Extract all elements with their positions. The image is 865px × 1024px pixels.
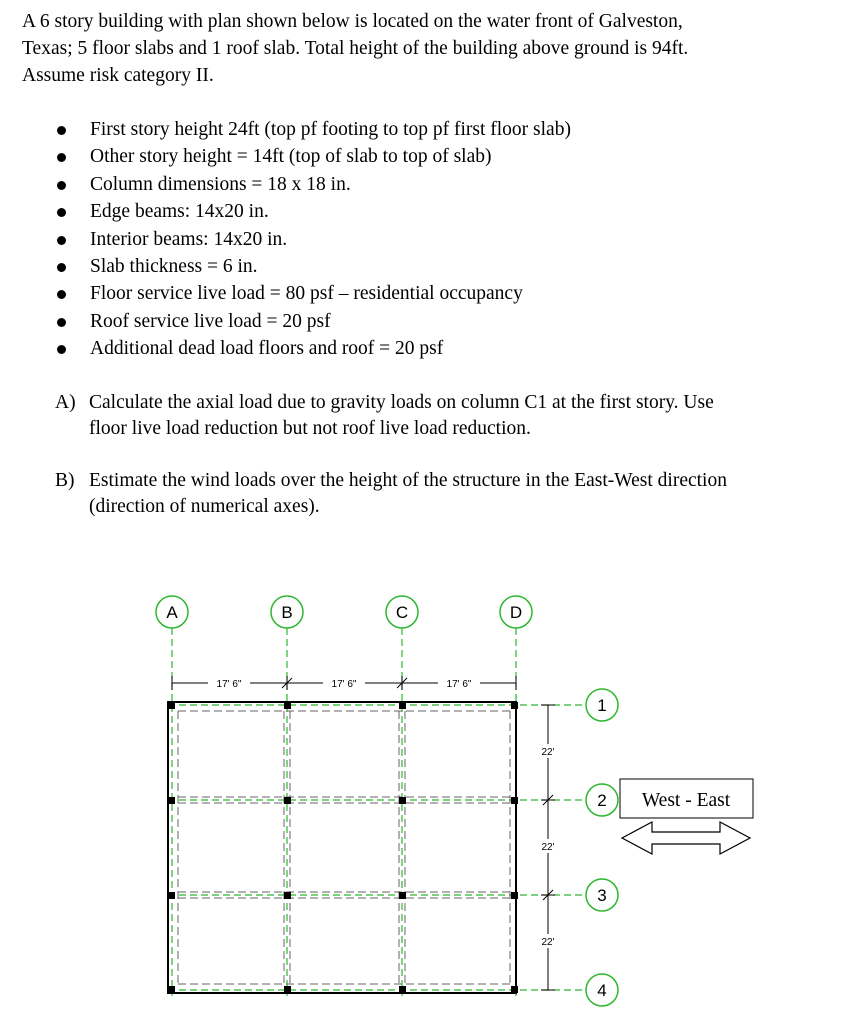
question-a-line-2: floor live load reduction but not roof live load reduction. — [89, 418, 531, 439]
list-item: Additional dead load floors and roof = 20 psf — [55, 335, 571, 362]
question-a-line-1: Calculate the axial load due to gravity loads on column C1 at the first story. Use — [89, 392, 714, 413]
grid-label-b: B — [281, 603, 293, 622]
question-a-label: A) — [55, 392, 76, 413]
list-item: Column dimensions = 18 x 18 in. — [55, 171, 571, 198]
intro-line-2: Texas; 5 floor slabs and 1 roof slab. Total height of the building above ground is 94ft. — [22, 38, 689, 59]
list-item: First story height 24ft (top pf footing to top pf first floor slab) — [55, 116, 571, 143]
question-b-line-1: Estimate the wind loads over the height of the structure in the East-West direction — [89, 470, 727, 491]
grid-label-1: 1 — [597, 696, 607, 715]
list-item: Other story height = 14ft (top of slab to top of slab) — [55, 143, 571, 170]
bay-width-label: 17' 6" — [216, 679, 242, 690]
direction-label: West - East — [641, 790, 731, 811]
question-b-label: B) — [55, 470, 75, 491]
grid-label-3: 3 — [597, 886, 607, 905]
bay-depth-label: 22' — [541, 842, 555, 853]
list-item: Slab thickness = 6 in. — [55, 253, 571, 280]
grid-label-2: 2 — [597, 791, 607, 810]
intro-line-1: A 6 story building with plan shown below is located on the water front of Galveston, — [22, 11, 683, 32]
list-item: Interior beams: 14x20 in. — [55, 226, 571, 253]
intro-line-3: Assume risk category II. — [22, 65, 214, 86]
interior-beams — [178, 711, 510, 984]
list-item: Edge beams: 14x20 in. — [55, 198, 571, 225]
bay-width-label: 17' 6" — [446, 679, 472, 690]
bay-width-label: 17' 6" — [331, 679, 357, 690]
bay-depth-label: 22' — [541, 747, 555, 758]
list-item: Roof service live load = 20 psf — [55, 308, 571, 335]
question-b-line-2: (direction of numerical axes). — [89, 496, 320, 517]
grid-label-c: C — [395, 603, 409, 622]
grid-label-a: A — [166, 603, 178, 622]
list-item: Floor service live load = 80 psf – residential occupancy — [55, 280, 571, 307]
building-outline — [168, 702, 516, 993]
double-arrow-icon — [622, 822, 750, 854]
grid-label-4: 4 — [597, 981, 607, 1000]
bay-depth-label: 22' — [541, 937, 555, 948]
grid-label-d: D — [509, 603, 523, 622]
columns — [168, 702, 518, 993]
